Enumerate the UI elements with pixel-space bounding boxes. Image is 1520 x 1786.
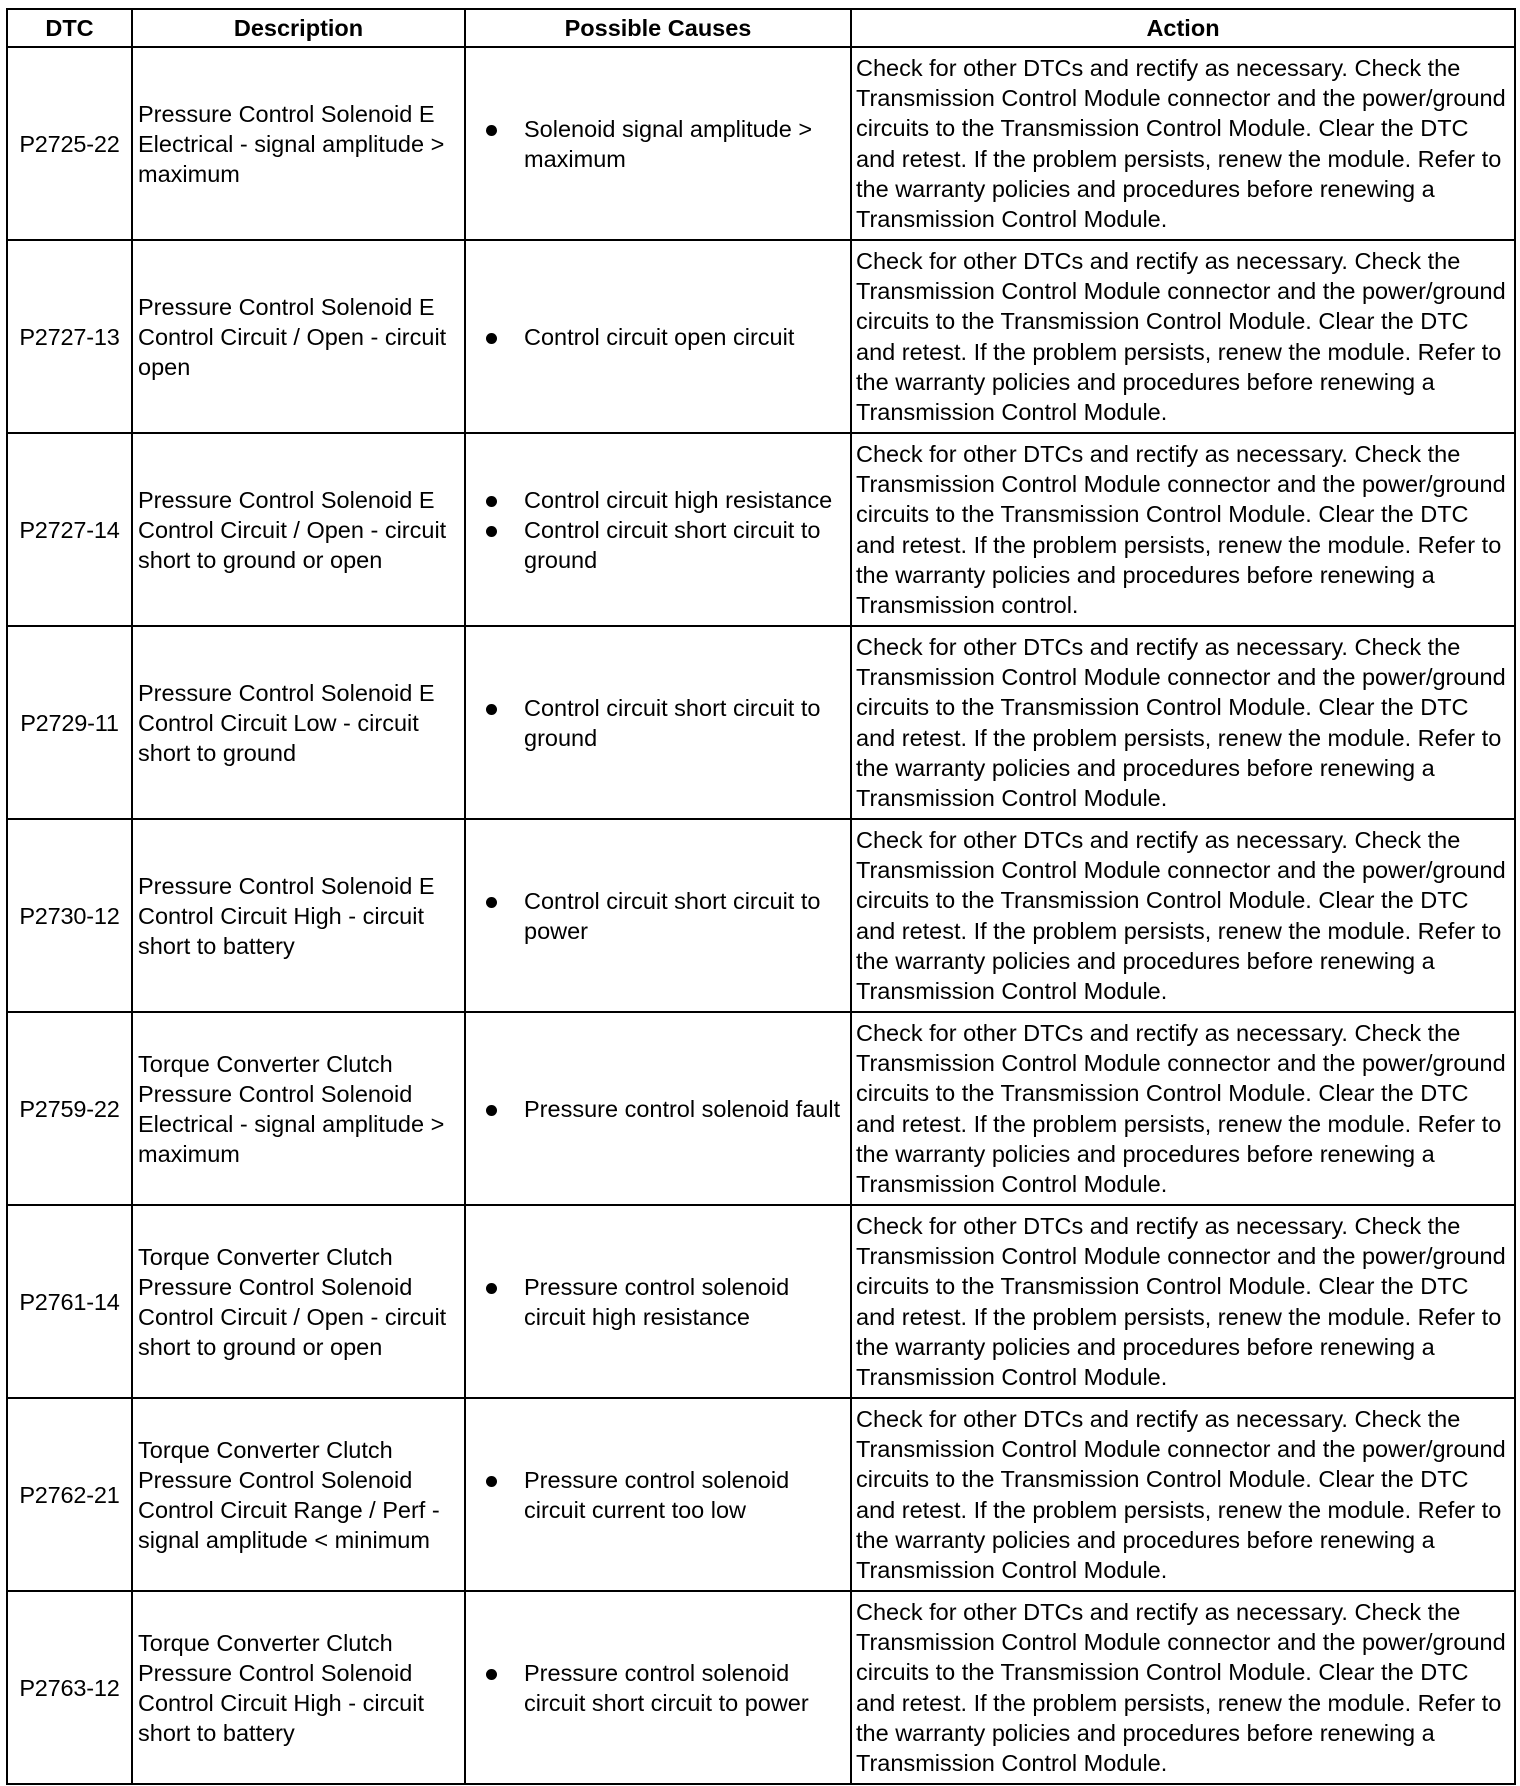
table-header-row [7, 9, 1515, 47]
cause-item [484, 114, 844, 174]
possible-causes [465, 1205, 851, 1398]
cause-text: Control circuit open circuit [524, 323, 795, 350]
cause-text: Control circuit high resistance [524, 486, 833, 513]
header-action: Action [851, 9, 1515, 47]
possible-causes [465, 819, 851, 1012]
dtc-description: Pressure Control Solenoid E Control Circuit High - circuit short to battery [132, 819, 465, 1012]
cause-item [484, 886, 844, 946]
dtc-description: Pressure Control Solenoid E Control Circuit / Open - circuit open [132, 240, 465, 433]
cause-list [484, 485, 844, 575]
header-dtc: DTC [7, 9, 132, 47]
possible-causes [465, 1398, 851, 1591]
cause-text: Control circuit short circuit to power [524, 887, 821, 944]
possible-causes [465, 433, 851, 626]
table-row [7, 1205, 1515, 1398]
cause-text: Solenoid signal amplitude > maximum [524, 115, 813, 172]
dtc-action: Check for other DTCs and rectify as necessary. Check the Transmission Control Module connector and the power/ground circuits to the Transmission Control Module. Clear the DTC and retest. If the problem persists, renew the module. Refer to the warranty policies and procedures before renewing a Transmission Control Module. [851, 47, 1515, 240]
header-description: Description [132, 9, 465, 47]
dtc-description: Torque Converter Clutch Pressure Control Solenoid Control Circuit / Open - circuit short to ground or open [132, 1205, 465, 1398]
table-row [7, 1398, 1515, 1591]
cause-text: Control circuit short circuit to ground [524, 694, 821, 751]
dtc-description: Torque Converter Clutch Pressure Control Solenoid Control Circuit High - circuit short to battery [132, 1591, 465, 1784]
dtc-action: Check for other DTCs and rectify as necessary. Check the Transmission Control Module connector and the power/ground circuits to the Transmission Control Module. Clear the DTC and retest. If the problem persists, renew the module. Refer to the warranty policies and procedures before renewing a Transmission Control Module. [851, 1205, 1515, 1398]
table-row [7, 47, 1515, 240]
table-row [7, 1591, 1515, 1784]
possible-causes [465, 47, 851, 240]
dtc-action: Check for other DTCs and rectify as necessary. Check the Transmission Control Module connector and the power/ground circuits to the Transmission Control Module. Clear the DTC and retest. If the problem persists, renew the module. Refer to the warranty policies and procedures before renewing a Transmission control. [851, 433, 1515, 626]
cause-item [484, 693, 844, 753]
dtc-code: P2730-12 [7, 819, 132, 1012]
table-row [7, 433, 1515, 626]
cause-list [484, 886, 844, 946]
dtc-description: Torque Converter Clutch Pressure Control Solenoid Electrical - signal amplitude > maximum [132, 1012, 465, 1205]
table-body [7, 47, 1515, 1784]
table-row [7, 1012, 1515, 1205]
dtc-description: Pressure Control Solenoid E Electrical - signal amplitude > maximum [132, 47, 465, 240]
table-row [7, 819, 1515, 1012]
cause-list [484, 114, 844, 174]
cause-item [484, 1272, 844, 1332]
possible-causes [465, 240, 851, 433]
bullet-icon [486, 704, 497, 715]
dtc-action: Check for other DTCs and rectify as necessary. Check the Transmission Control Module connector and the power/ground circuits to the Transmission Control Module. Clear the DTC and retest. If the problem persists, renew the module. Refer to the warranty policies and procedures before renewing a Transmission Control Module. [851, 1591, 1515, 1784]
bullet-icon [486, 1283, 497, 1294]
dtc-code: P2763-12 [7, 1591, 132, 1784]
dtc-code: P2727-14 [7, 433, 132, 626]
dtc-table [6, 8, 1516, 1785]
cause-list [484, 693, 844, 753]
cause-list [484, 1094, 844, 1124]
cause-text: Pressure control solenoid circuit short circuit to power [524, 1659, 809, 1716]
bullet-icon [486, 496, 497, 507]
dtc-code: P2727-13 [7, 240, 132, 433]
cause-text: Pressure control solenoid circuit high resistance [524, 1273, 790, 1330]
dtc-description: Pressure Control Solenoid E Control Circuit Low - circuit short to ground [132, 626, 465, 819]
header-possible-causes: Possible Causes [465, 9, 851, 47]
dtc-action: Check for other DTCs and rectify as necessary. Check the Transmission Control Module connector and the power/ground circuits to the Transmission Control Module. Clear the DTC and retest. If the problem persists, renew the module. Refer to the warranty policies and procedures before renewing a Transmission Control Module. [851, 819, 1515, 1012]
dtc-code: P2759-22 [7, 1012, 132, 1205]
possible-causes [465, 1012, 851, 1205]
bullet-icon [486, 526, 497, 537]
cause-item [484, 322, 844, 352]
dtc-action: Check for other DTCs and rectify as necessary. Check the Transmission Control Module connector and the power/ground circuits to the Transmission Control Module. Clear the DTC and retest. If the problem persists, renew the module. Refer to the warranty policies and procedures before renewing a Transmission Control Module. [851, 1398, 1515, 1591]
cause-item [484, 1658, 844, 1718]
bullet-icon [486, 897, 497, 908]
bullet-icon [486, 125, 497, 136]
dtc-code: P2725-22 [7, 47, 132, 240]
dtc-description: Torque Converter Clutch Pressure Control Solenoid Control Circuit Range / Perf - signal amplitude < minimum [132, 1398, 465, 1591]
dtc-action: Check for other DTCs and rectify as necessary. Check the Transmission Control Module connector and the power/ground circuits to the Transmission Control Module. Clear the DTC and retest. If the problem persists, renew the module. Refer to the warranty policies and procedures before renewing a Transmission Control Module. [851, 240, 1515, 433]
dtc-action: Check for other DTCs and rectify as necessary. Check the Transmission Control Module connector and the power/ground circuits to the Transmission Control Module. Clear the DTC and retest. If the problem persists, renew the module. Refer to the warranty policies and procedures before renewing a Transmission Control Module. [851, 626, 1515, 819]
dtc-code: P2762-21 [7, 1398, 132, 1591]
bullet-icon [486, 333, 497, 344]
bullet-icon [486, 1105, 497, 1116]
cause-list [484, 1272, 844, 1332]
cause-text: Pressure control solenoid fault [524, 1095, 841, 1122]
table-row [7, 240, 1515, 433]
cause-list [484, 322, 844, 352]
possible-causes [465, 626, 851, 819]
cause-item [484, 1465, 844, 1525]
cause-list [484, 1465, 844, 1525]
dtc-description: Pressure Control Solenoid E Control Circuit / Open - circuit short to ground or open [132, 433, 465, 626]
bullet-icon [486, 1476, 497, 1487]
dtc-code: P2761-14 [7, 1205, 132, 1398]
cause-text: Pressure control solenoid circuit current too low [524, 1466, 790, 1523]
table-row [7, 626, 1515, 819]
dtc-action: Check for other DTCs and rectify as necessary. Check the Transmission Control Module connector and the power/ground circuits to the Transmission Control Module. Clear the DTC and retest. If the problem persists, renew the module. Refer to the warranty policies and procedures before renewing a Transmission Control Module. [851, 1012, 1515, 1205]
cause-item [484, 485, 844, 515]
cause-list [484, 1658, 844, 1718]
cause-item [484, 1094, 844, 1124]
dtc-code: P2729-11 [7, 626, 132, 819]
bullet-icon [486, 1669, 497, 1680]
cause-item [484, 515, 844, 575]
cause-text: Control circuit short circuit to ground [524, 516, 821, 573]
possible-causes [465, 1591, 851, 1784]
